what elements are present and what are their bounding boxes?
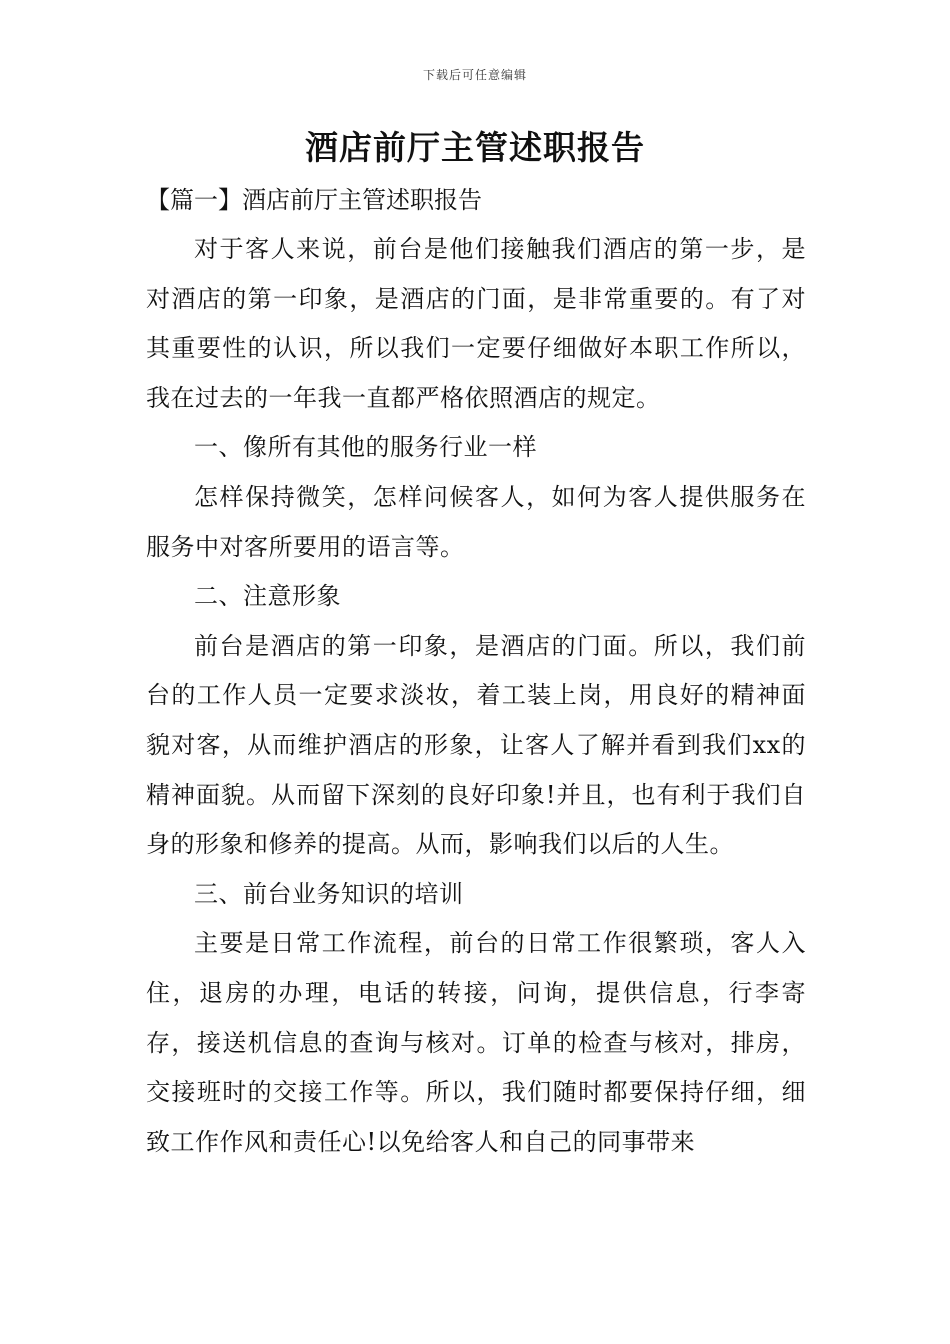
header-note: 下载后可任意编辑 <box>422 68 527 82</box>
document-body <box>146 225 806 1167</box>
document-title: 酒店前厅主管述职报告 <box>305 128 645 167</box>
paragraph-intro: 对于客人来说，前台是他们接触我们酒店的第一步，是对酒店的第一印象，是酒店的门面，是非常重要的。有了对其重要性的认识，所以我们一定要仔细做好本职工作所以，我在过去的一年我一直都严格依照酒店的规定。 <box>146 235 806 412</box>
paragraph-image: 前台是酒店的第一印象，是酒店的门面。所以，我们前台的工作人员一定要求淡妆，着工装上岗，用良好的精神面貌对客，从而维护酒店的形象，让客人了解并看到我们xx的精神面貌。从而留下深刻的良好印象!并且，也有利于我们自身的形象和修养的提高。从而，影响我们以后的人生。 <box>146 631 806 859</box>
subheading-two: 二、注意形象 <box>194 582 341 611</box>
section-heading: 【篇一】酒店前厅主管述职报告 <box>146 186 482 214</box>
subheading-one: 一、像所有其他的服务行业一样 <box>194 433 537 462</box>
subheading-three: 三、前台业务知识的培训 <box>194 879 464 908</box>
paragraph-training: 主要是日常工作流程，前台的日常工作很繁琐，客人入住，退房的办理，电话的转接，问询，提供信息，行李寄存，接送机信息的查询与核对。订单的检查与核对，排房，交接班时的交接工作等。所以，我们随时都要保持仔细，细致工作作风和责任心!以免给客人和自己的同事带来 <box>146 929 806 1156</box>
paragraph-service: 怎样保持微笑，怎样问候客人，如何为客人提供服务在服务中对客所要用的语言等。 <box>146 482 806 561</box>
